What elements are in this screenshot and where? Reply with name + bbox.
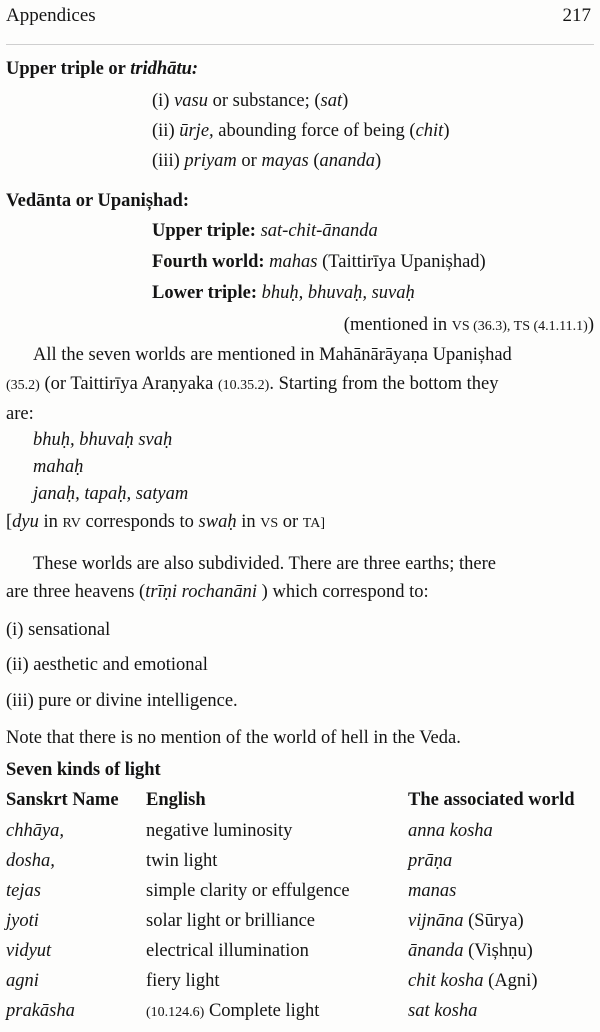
upper-label: Upper triple: [152, 221, 261, 241]
note-term: swaḥ [198, 512, 237, 532]
row-sanskrit-name: chhāya, [6, 821, 65, 841]
item-text-2: ( [308, 151, 320, 171]
subdivided-line-1: These worlds are also subdivided. There are three earths; there [33, 554, 496, 574]
row-sanskrit-name: vidyut [6, 941, 52, 961]
subdivided-line-2 [6, 583, 429, 602]
note-term: dyu [12, 512, 39, 532]
item-number: (i) [152, 91, 175, 111]
world-note: (Agni) [483, 971, 538, 991]
row-world [408, 972, 537, 991]
mention-close: ) [587, 315, 594, 335]
world-name: sat kosha [408, 1001, 478, 1021]
column-header-world: The associated world [408, 790, 575, 810]
row-english: twin light [146, 851, 218, 871]
light-table-title: Seven kinds of light [6, 760, 161, 780]
vedanta-mention [344, 316, 594, 335]
upper-item-1 [152, 92, 348, 111]
lower-label: Lower triple: [152, 283, 262, 303]
page-number: 217 [562, 5, 591, 26]
world-list-item: bhuḥ, bhuvaḥ svaḥ [33, 430, 173, 450]
row-sanskrit-name: dosha, [6, 851, 55, 871]
heading-text: Upper triple or [6, 59, 131, 79]
item-term-2: mayas [261, 151, 309, 171]
note-text: or [278, 512, 303, 532]
fourth-label: Fourth world: [152, 252, 270, 272]
item-term: vasu [174, 91, 209, 111]
item-gloss: sat [320, 91, 343, 111]
upper-value: sat-chit-ānanda [260, 221, 378, 241]
upper-item-2 [152, 122, 450, 141]
row-world [408, 822, 493, 841]
subdivided-item: (ii) aesthetic and emotional [6, 655, 208, 675]
note-text: in [38, 512, 63, 532]
mention-refs: VS (36.3), TS (4.1.11.1) [451, 319, 588, 334]
running-header: Appendices [6, 5, 96, 26]
row-english: simple clarity or effulgence [146, 881, 350, 901]
line-text: are three heavens ( [6, 582, 146, 602]
english-text: Complete light [204, 1001, 320, 1021]
item-number: (iii) [152, 151, 185, 171]
line-text: (or Taittirīya Araṇyaka [39, 374, 218, 394]
world-note: (Sūrya) [463, 911, 524, 931]
row-sanskrit-name: prakāsha [6, 1001, 75, 1021]
row-english [146, 1002, 319, 1021]
column-header-sanskrit: Sanskrt Name [6, 790, 119, 810]
item-gloss: chit [415, 121, 444, 141]
row-english: electrical illumination [146, 941, 309, 961]
item-close: ) [375, 151, 382, 171]
row-sanskrit-name: jyoti [6, 911, 39, 931]
world-name: manas [408, 881, 457, 901]
world-name: ānanda [408, 941, 464, 961]
item-number: (ii) [152, 121, 180, 141]
line-term: trīṇi rochanāni [145, 582, 258, 602]
note-abbr: RV [62, 516, 81, 531]
item-text: or substance; ( [208, 91, 321, 111]
row-english: solar light or brilliance [146, 911, 316, 931]
world-name: chit kosha [408, 971, 484, 991]
dyu-note [6, 513, 325, 532]
subdivided-item: (iii) pure or divine intelligence. [6, 691, 238, 711]
column-header-english: English [146, 790, 206, 810]
note-text: in [236, 512, 261, 532]
note-abbr: TA] [302, 516, 325, 531]
seven-worlds-line-3: are: [6, 404, 34, 424]
note-text: corresponds to [80, 512, 199, 532]
row-world [408, 852, 452, 871]
ref-2: (10.35.2) [218, 378, 270, 393]
item-term: ūrje, [179, 121, 214, 141]
world-list-item: janaḥ, tapaḥ, satyam [33, 484, 189, 504]
header-divider [6, 44, 594, 45]
line-end: . Starting from the bottom they [269, 374, 499, 394]
upper-triple-heading [6, 60, 198, 79]
fourth-value: mahas [269, 252, 318, 272]
row-world [408, 912, 524, 931]
item-gloss: ananda [319, 151, 376, 171]
fourth-note: (Taittirīya Upanișhad) [317, 252, 486, 272]
world-name: vijnāna [408, 911, 464, 931]
row-english: negative luminosity [146, 821, 293, 841]
vedanta-lower-line [152, 284, 415, 303]
world-name: prāṇa [408, 851, 453, 871]
english-ref: (10.124.6) [146, 1005, 205, 1020]
upper-item-3 [152, 152, 381, 171]
row-world [408, 942, 533, 961]
seven-worlds-line-2 [6, 375, 499, 394]
world-list-item: mahaḥ [33, 457, 84, 477]
item-text: abounding force of being ( [213, 121, 416, 141]
item-close: ) [443, 121, 450, 141]
item-text: or [236, 151, 262, 171]
note-abbr: VS [260, 516, 279, 531]
world-name: anna kosha [408, 821, 493, 841]
heading-term: tridhātu: [130, 59, 199, 79]
lower-value: bhuḥ, bhuvaḥ, suvaḥ [261, 283, 415, 303]
seven-worlds-line-1: All the seven worlds are mentioned in Mahānārāyaṇa Upanișhad [33, 345, 512, 365]
note-bracket: [ [6, 512, 13, 532]
row-sanskrit-name: agni [6, 971, 39, 991]
subdivided-item: (i) sensational [6, 620, 111, 640]
row-english: fiery light [146, 971, 220, 991]
mention-text: (mentioned in [343, 315, 452, 335]
world-note: (Vișhṇu) [463, 941, 533, 961]
vedanta-upper-line [152, 222, 378, 241]
row-world [408, 882, 456, 901]
vedanta-fourth-line [152, 253, 486, 272]
item-close: ) [342, 91, 349, 111]
vedanta-heading: Vedānta or Upanișhad: [6, 191, 190, 211]
row-world [408, 1002, 477, 1021]
row-sanskrit-name: tejas [6, 881, 41, 901]
line-text: ) which correspond to: [257, 582, 429, 602]
hell-note: Note that there is no mention of the world of hell in the Veda. [6, 728, 461, 748]
item-term: priyam [184, 151, 237, 171]
ref-1: (35.2) [6, 378, 40, 393]
